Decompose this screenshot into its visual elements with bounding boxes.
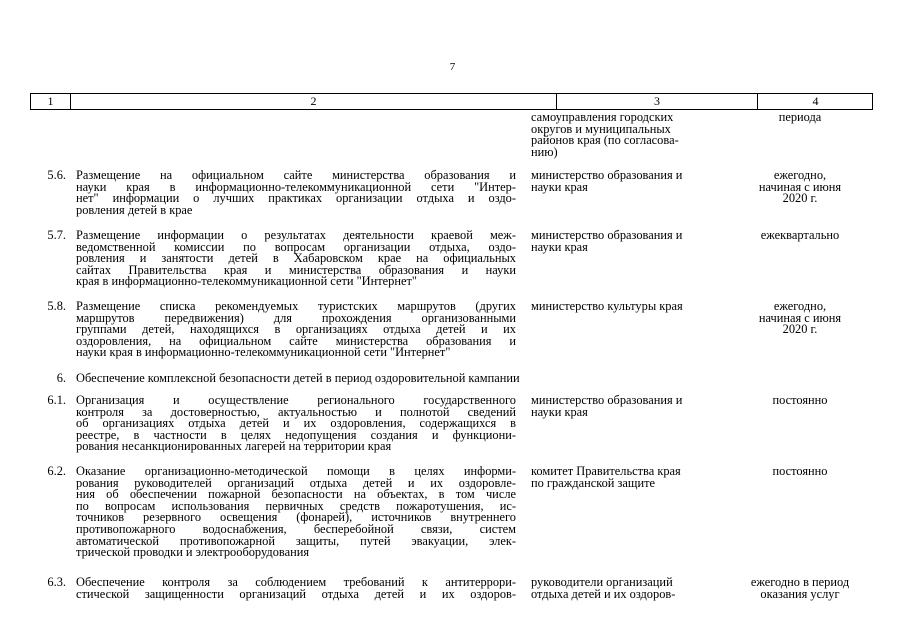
text-line: рования руководителей организаций отдыха детей и их оздоровле- xyxy=(76,475,516,490)
row-number: 6. xyxy=(56,371,66,385)
text-line: по гражданской защите xyxy=(531,475,655,490)
text-line: науки края xyxy=(531,404,588,419)
row-term xyxy=(736,170,864,205)
text-line: маршрутов передвижения) для прохождения организованными xyxy=(76,310,516,325)
row-description xyxy=(76,466,516,559)
text-line: об организациях отдыха детей и их оздоровления, содержащихся в xyxy=(76,416,516,431)
text-line: ежеквартально xyxy=(760,228,840,242)
text-line: ровления детей в крае xyxy=(76,202,193,217)
text-line: оздоровления, на официальном сайте министерства образования и xyxy=(76,333,516,348)
row-description xyxy=(76,577,516,600)
row-responsible xyxy=(531,301,729,313)
row-term xyxy=(736,230,864,242)
text-line: постоянно xyxy=(772,464,828,478)
row-number: 5.6. xyxy=(47,168,66,182)
text-line: науки края xyxy=(531,179,588,194)
text-line: Оказание организационно-методической помощи в целях информи- xyxy=(76,464,516,478)
text-line: Размещение на официальном сайте министерства образования и xyxy=(76,168,516,182)
text-line: реестре, в частности в целях недопущения создания и функциони- xyxy=(76,427,516,442)
continuation-responsible xyxy=(531,112,729,158)
text-line: рования несанкционированных лагерей на территории края xyxy=(76,439,392,454)
text-line: 2020 г. xyxy=(782,191,818,206)
header-col-3: 3 xyxy=(556,94,757,109)
section-title xyxy=(76,373,866,385)
text-line: Размещение информации о результатах деятельности краевой меж- xyxy=(76,228,516,242)
text-line: министерство культуры края xyxy=(531,299,683,313)
text-line: районов края (по согласова- xyxy=(531,133,679,148)
text-line: ровления и занятости детей в Хабаровском крае на официальных xyxy=(76,251,516,266)
row-number: 5.7. xyxy=(47,228,66,242)
text-line: стической защищенности организаций отдыха детей и их оздоров- xyxy=(76,586,516,601)
header-col-1: 1 xyxy=(47,94,54,108)
text-line: науки края в информационно-телекоммуникационной сети "Интер- xyxy=(76,179,516,194)
header-col-2: 2 xyxy=(70,94,556,109)
text-line: начиная с июня xyxy=(758,310,842,325)
row-responsible xyxy=(531,170,729,193)
text-line: постоянно xyxy=(772,393,828,407)
text-line: нет" информации о лучших практиках организации отдыха и оздо- xyxy=(76,191,516,206)
text-line: науки края xyxy=(531,239,588,254)
text-line: периода xyxy=(778,110,822,124)
text-line: Обеспечение контроля за соблюдением требований к антитеррори- xyxy=(76,575,516,589)
text-line: группами детей, находящихся в организациях отдыха детей и их xyxy=(76,322,516,337)
row-description xyxy=(76,301,516,359)
text-line: министерство образования и xyxy=(531,393,683,407)
row-description xyxy=(76,170,516,216)
row-number: 6.2. xyxy=(47,464,66,478)
row-number: 6.3. xyxy=(47,575,66,589)
row-responsible xyxy=(531,466,729,489)
text-line: ежегодно в период xyxy=(750,575,850,589)
text-line: ежегодно, xyxy=(773,299,827,313)
text-line: оказания услуг xyxy=(760,586,840,601)
text-line: округов и муниципальных xyxy=(531,121,671,136)
text-line: министерство образования и xyxy=(531,228,683,242)
text-line: контроля за достоверностью, актуальностью и полнотой сведений xyxy=(76,404,516,419)
text-line: самоуправления городских xyxy=(531,110,674,124)
page-number: 7 xyxy=(449,61,456,73)
continuation-term xyxy=(736,112,864,124)
row-number: 6.1. xyxy=(47,393,66,407)
text-line: руководители организаций xyxy=(531,575,673,589)
text-line: 2020 г. xyxy=(782,322,818,337)
row-responsible xyxy=(531,395,729,418)
text-line: сайтах Правительства края и министерства образования и науки xyxy=(76,262,516,277)
row-description xyxy=(76,230,516,288)
text-line: противопожарного водоснабжения, бесперебойной связи, систем xyxy=(76,521,516,536)
row-responsible xyxy=(531,577,729,600)
text-line: автоматической противопожарной защиты, путей эвакуации, элек- xyxy=(76,533,516,548)
text-line: Организация и осуществление регионального государственного xyxy=(76,393,516,407)
text-line: по вопросам использования первичных средств пожаротушения, ис- xyxy=(76,498,516,513)
text-line: нию) xyxy=(531,144,558,159)
text-line: начиная с июня xyxy=(758,179,842,194)
row-term xyxy=(736,466,864,478)
text-line: трической проводки и электрооборудования xyxy=(76,545,310,560)
text-line: министерство образования и xyxy=(531,168,683,182)
text-line: комитет Правительства края xyxy=(531,464,681,478)
row-responsible xyxy=(531,230,729,253)
row-term xyxy=(736,577,864,600)
text-line: Обеспечение комплексной безопасности детей в период оздоровительной кампании xyxy=(76,371,520,385)
text-line: ежегодно, xyxy=(773,168,827,182)
text-line: ния об обеспечении пожарной безопасности на объектах, в том числе xyxy=(76,487,516,502)
text-line: отдыха детей и их оздоров- xyxy=(531,586,676,601)
text-line: ведомственной комиссии по вопросам организации отдыха, оздо- xyxy=(76,239,516,254)
row-term xyxy=(736,301,864,336)
row-number: 5.8. xyxy=(47,299,66,313)
text-line: точников резервного освещения (фонарей), источников внутреннего xyxy=(76,510,516,525)
table-header xyxy=(30,93,873,110)
row-description xyxy=(76,395,516,453)
text-line: Размещение списка рекомендуемых туристских маршрутов (других xyxy=(76,299,516,313)
header-col-4: 4 xyxy=(757,94,873,109)
row-term xyxy=(736,395,864,407)
text-line: края в информационно-телекоммуникационной сети "Интернет" xyxy=(76,274,417,289)
text-line: науки края в информационно-телекоммуникационной сети "Интернет" xyxy=(76,345,451,360)
